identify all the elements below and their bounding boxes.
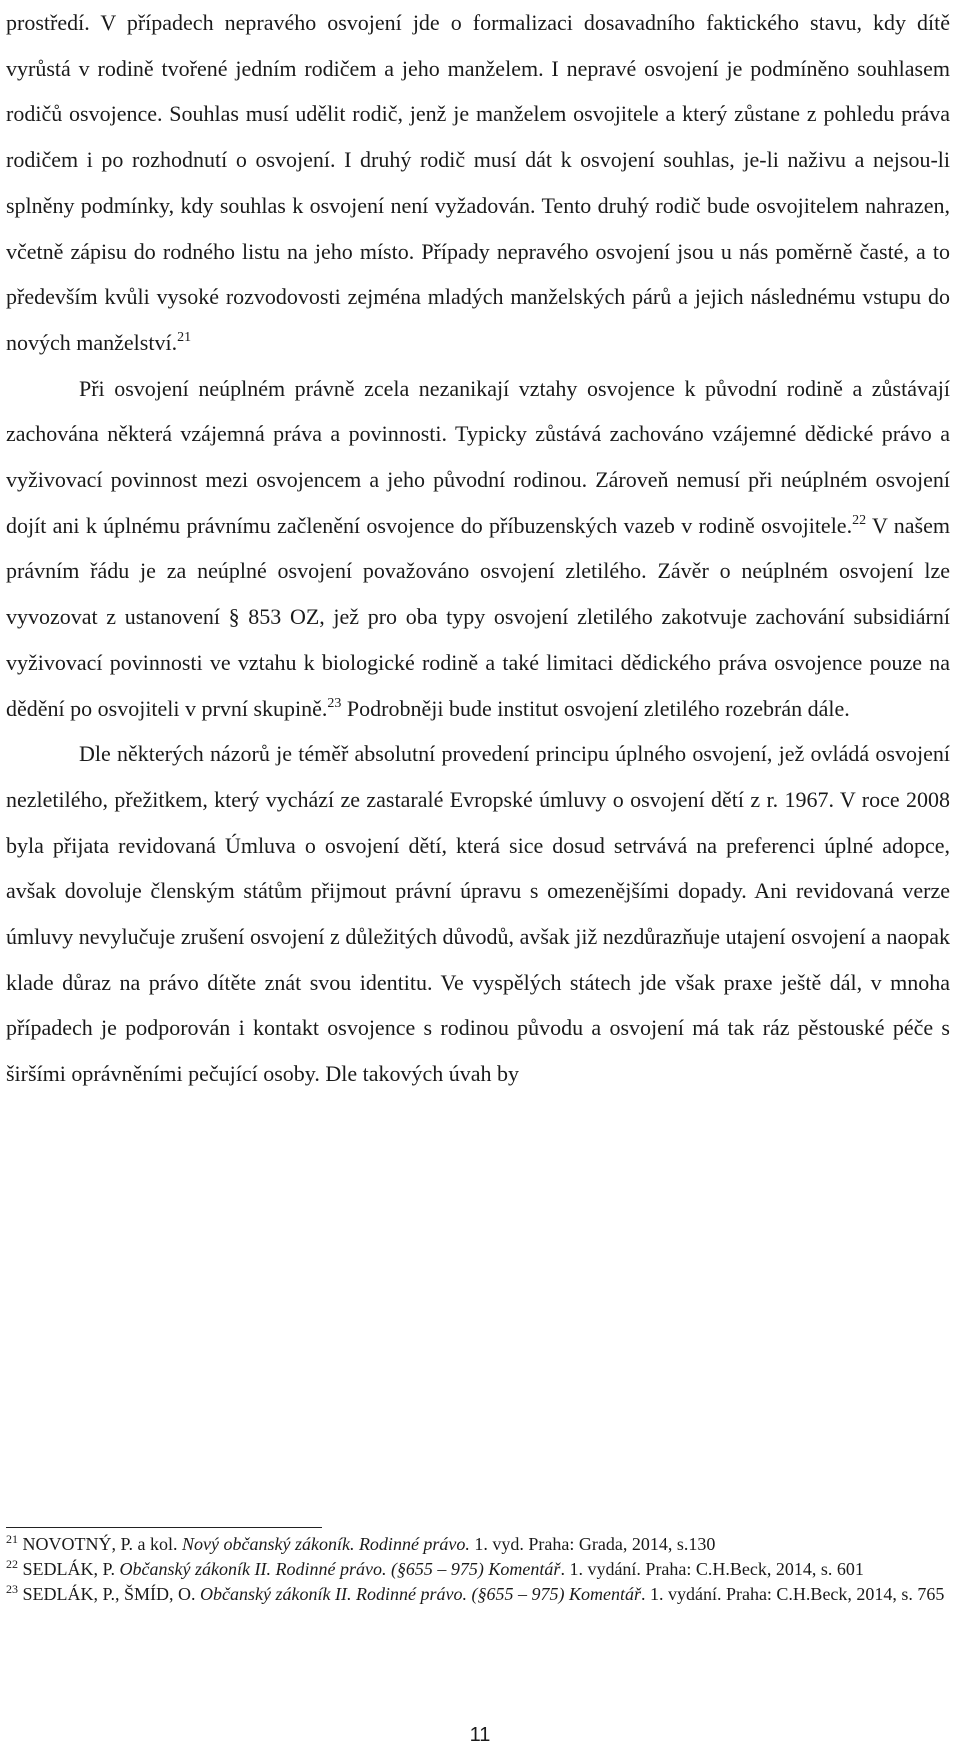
paragraph-text: Dle některých názorů je téměř absolutní provedení principu úplného osvojení, jež ovládá osvojení nezletilého, přežitkem, který vychází ze zastaralé Evropské úmluvy o osvojení dětí z r. 1967. V roce 2008 byla přijata revidovaná Úmluva o osvojení dětí, která sice dosud setrvává na preferenci úplné adopce, avšak dovoluje členským státům přijmout právní úpravu s omezenějšími dopady. Ani revidovaná verze úmluvy nevylučuje zrušení osvojení z důležitých důvodů, avšak již nezdůrazňuje utajení osvojení a naopak klade důraz na právo dítěte znát svou identitu. Ve vyspělých státech jde však praxe ještě dál, v mnoha případech je podporován i kontakt osvojence s rodinou původu a osvojení má tak ráz pěstouské péče s širšími oprávněními pečující osoby. Dle takových úvah by [6, 741, 950, 1087]
paragraph [6, 0, 950, 366]
page-number: 11 [469, 1724, 491, 1746]
body-text [6, 0, 950, 1097]
footnote [6, 1533, 950, 1557]
footnote-number: 23 [6, 1582, 18, 1597]
footnote-text: SEDLÁK, P. [18, 1559, 120, 1580]
footnote-text: NOVOTNÝ, P. a kol. [18, 1534, 182, 1554]
paragraph [6, 731, 950, 1097]
footnote-reference: 22 [852, 512, 867, 528]
footnote-title: Nový občanský zákoník. Rodinné právo. [182, 1534, 470, 1554]
footnote-number: 21 [6, 1532, 18, 1546]
footnotes [6, 1533, 950, 1609]
footnote-title: Občanský zákoník II. Rodinné právo. (§655 – 975) Komentář [200, 1584, 641, 1605]
footnote-text: . 1. vydání. Praha: C.H.Beck, 2014, s. 765 [640, 1584, 945, 1605]
footnote [6, 1583, 950, 1607]
footnote-text: . 1. vydání. Praha: C.H.Beck, 2014, s. 601 [560, 1559, 864, 1580]
paragraph-text: Podrobněji bude institut osvojení zletilého rozebrán dále. [341, 695, 850, 721]
footnote-number: 22 [6, 1557, 18, 1572]
paragraph [6, 366, 950, 732]
paragraph-text: V našem právním řádu je za neúplné osvojení považováno osvojení zletilého. Závěr o neúplném osvojení lze vyvozovat z ustanovení § 853 OZ, jež pro oba typy osvojení zletilého zakotvuje zachování subsidiární vyživovací povinnosti ve vztahu k biologické rodině a také limitaci dědického práva osvojence pouze na dědění po osvojiteli v první skupině. [6, 512, 950, 721]
footnote-reference: 23 [327, 695, 342, 711]
paragraph-text: prostředí. V případech nepravého osvojení jde o formalizaci dosavadního faktického stavu, kdy dítě vyrůstá v rodině tvořené jedním rodičem a jeho manželem. I nepravé osvojení je podmíněno souhlasem rodičů osvojence. Souhlas musí udělit rodič, jenž je manželem osvojitele a který zůstane z pohledu práva rodičem i po rozhodnutí o osvojení. I druhý rodič musí dát k osvojení souhlas, je-li naživu a nejsou-li splněny podmínky, kdy souhlas k osvojení není vyžadován. Tento druhý rodič bude osvojitelem nahrazen, včetně zápisu do rodného listu na jeho místo. Případy nepravého osvojení jsou u nás poměrně časté, a to především kvůli vysoké rozvodovosti zejména mladých manželských párů a jejich následnému vstupu do nových manželství. [6, 10, 950, 355]
footnote [6, 1558, 950, 1582]
footnote-separator [6, 1527, 322, 1528]
footnote-title: Občanský zákoník II. Rodinné právo. (§655 – 975) Komentář [119, 1559, 561, 1580]
footnote-text: 1. vyd. Praha: Grada, 2014, s.130 [469, 1534, 716, 1554]
footnote-reference: 21 [177, 329, 192, 345]
paragraph-text: Při osvojení neúplném právně zcela nezanikají vztahy osvojence k původní rodině a zůstávají zachována některá vzájemná práva a povinnosti. Typicky zůstává zachováno vzájemné dědické právo a vyživovací povinnost mezi osvojencem a jeho původní rodinou. Zároveň nemusí při neúplném osvojení dojít ani k úplnému právnímu začlenění osvojence do příbuzenských vazeb v rodině osvojitele. [6, 375, 950, 538]
footnote-text: SEDLÁK, P., ŠMÍD, O. [18, 1584, 201, 1605]
